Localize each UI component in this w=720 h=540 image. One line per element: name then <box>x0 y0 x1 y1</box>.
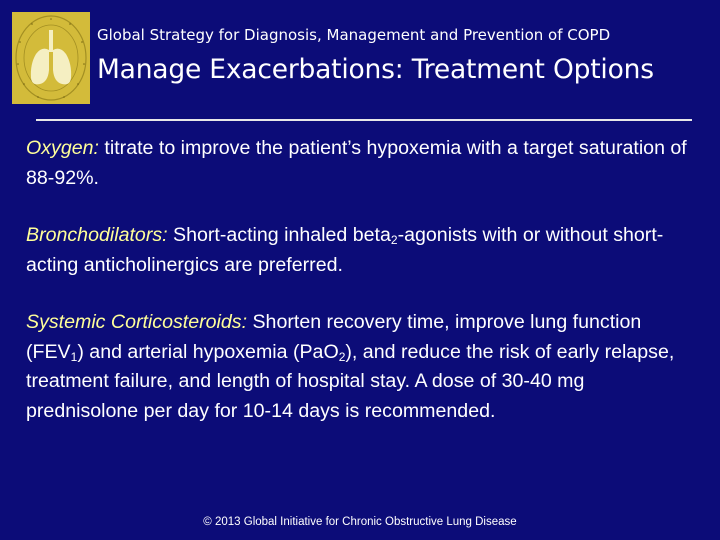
fev-subscript: 1 <box>70 349 78 364</box>
oxygen-text: titrate to improve the patient’s hypoxemia with a target saturation of 88-92%. <box>26 137 687 189</box>
corticosteroids-text-a: Shorten recovery time, improve lung function (FEV <box>26 311 642 363</box>
slide-subtitle: Global Strategy for Diagnosis, Management and Prevention of COPD <box>97 26 611 44</box>
slide-title: Manage Exacerbations: Treatment Options <box>97 54 654 85</box>
bronchodilators-term: Bronchodilators: <box>26 224 168 246</box>
copyright-footer: © 2013 Global Initiative for Chronic Obstructive Lung Disease <box>203 516 517 528</box>
corticosteroids-text-b: ) and arterial hypoxemia (PaO <box>77 340 339 363</box>
oxygen-term: Oxygen: <box>26 137 99 159</box>
gold-lungs-seal-icon <box>12 12 90 104</box>
bronchodilators-text-a: Short-acting inhaled beta <box>167 224 391 246</box>
bronchodilators-paragraph <box>26 221 696 280</box>
corticosteroids-term: Systemic Corticosteroids: <box>26 311 248 333</box>
beta-subscript: 2 <box>390 233 398 247</box>
oxygen-paragraph <box>26 134 696 193</box>
corticosteroids-text-c: ), and reduce the risk of early relapse, treatment failure, and length of hospital stay. A dose of 30-40 mg prednisolone per day for 10-14 days is recommended. <box>26 340 675 422</box>
title-divider <box>36 119 692 121</box>
pao-subscript: 2 <box>338 349 346 364</box>
corticosteroids-paragraph <box>26 308 696 426</box>
slide-body <box>26 134 696 454</box>
bronchodilators-text-b: -agonists with or without short-acting anticholinergics are preferred. <box>26 224 664 276</box>
gold-logo <box>12 12 90 104</box>
